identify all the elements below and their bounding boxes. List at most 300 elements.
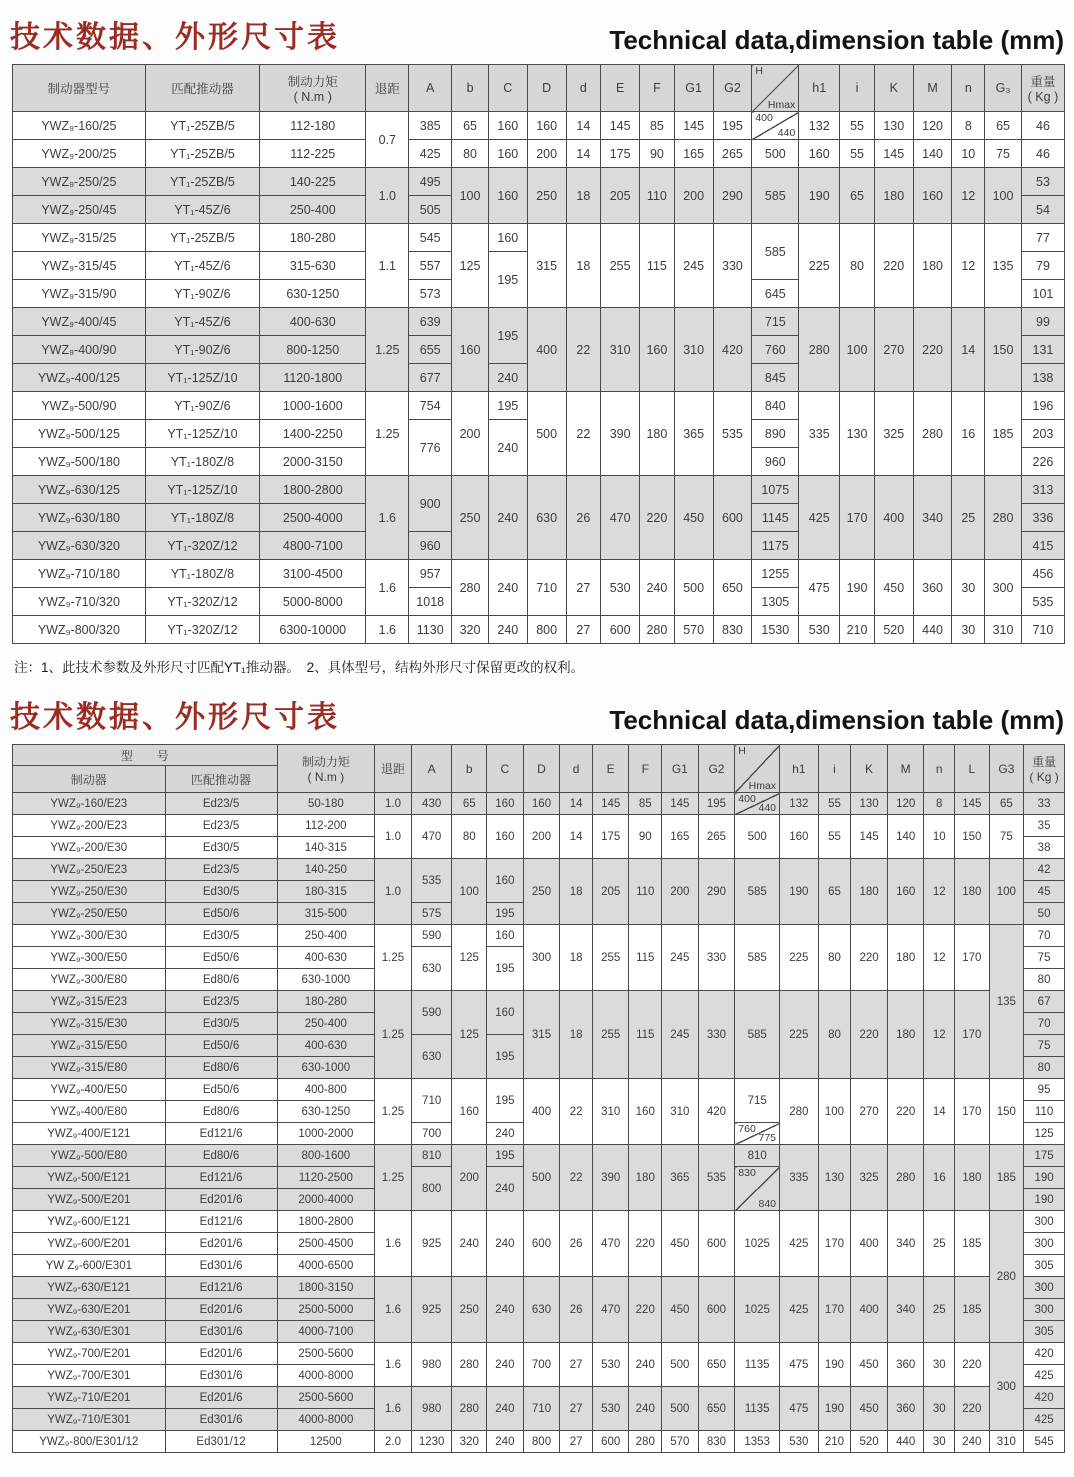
data-cell: 310 — [985, 616, 1022, 644]
data-cell: YWZ₉-400/45 — [13, 308, 146, 336]
data-cell: 25 — [952, 476, 985, 560]
data-cell: 305 — [1024, 1255, 1065, 1277]
data-cell: YWZ₉-400/125 — [13, 364, 146, 392]
data-cell: 290 — [713, 168, 752, 224]
data-cell: 140-250 — [277, 859, 375, 881]
data-cell: YWZ₉-250/E50 — [13, 903, 166, 925]
column-header: b — [452, 745, 487, 793]
data-cell: 600 — [601, 616, 640, 644]
data-cell: Ed121/6 — [165, 1277, 277, 1299]
data-cell: 130 — [851, 793, 888, 815]
data-cell: 185 — [985, 392, 1022, 476]
data-cell: 110 — [1024, 1101, 1065, 1123]
data-cell: 255 — [592, 925, 629, 991]
data-cell: 160 — [488, 140, 527, 168]
data-cell: 365 — [662, 1145, 699, 1211]
data-cell: 810 — [411, 1145, 452, 1167]
data-cell: Ed30/5 — [165, 925, 277, 947]
data-cell: 145 — [874, 140, 913, 168]
data-cell: 450 — [674, 476, 713, 560]
data-cell: 100 — [452, 168, 489, 224]
data-cell: YWZ₉-400/E50 — [13, 1079, 166, 1101]
data-cell: 165 — [674, 140, 713, 168]
data-cell: 305 — [1024, 1321, 1065, 1343]
column-header: F — [640, 65, 675, 112]
data-cell: 700 — [411, 1123, 452, 1145]
data-cell: 2000-4000 — [277, 1189, 375, 1211]
data-cell: Ed301/6 — [165, 1321, 277, 1343]
data-cell: 715 — [735, 1079, 780, 1123]
data-cell: 1075 — [752, 476, 799, 504]
data-cell: 210 — [818, 1431, 851, 1453]
data-cell: 145 — [851, 815, 888, 859]
data-cell: 54 — [1021, 196, 1064, 224]
data-cell: 500 — [752, 140, 799, 168]
data-cell: 2500-5000 — [277, 1299, 375, 1321]
data-cell: 300 — [1024, 1211, 1065, 1233]
data-cell: 18 — [566, 168, 601, 224]
data-cell: 185 — [955, 1277, 990, 1343]
data-cell: 70 — [1024, 925, 1065, 947]
data-cell: 330 — [698, 991, 735, 1079]
data-cell: 340 — [887, 1277, 924, 1343]
data-cell: YT₁-125Z/10 — [145, 364, 259, 392]
data-cell: YWZ₉-250/25 — [13, 168, 146, 196]
data-cell: 50-180 — [277, 793, 375, 815]
data-cell: 1000-1600 — [260, 392, 366, 420]
data-cell: 195 — [698, 793, 735, 815]
page-title-cn-2: 技术数据、外形尺寸表 — [10, 701, 340, 734]
data-cell: 18 — [560, 925, 593, 991]
data-cell: 240 — [640, 560, 675, 616]
column-header: 匹配推动器 — [165, 766, 277, 793]
data-cell: 535 — [411, 859, 452, 903]
data-cell: YWZ₉-200/E23 — [13, 815, 166, 837]
data-cell: 2000-3150 — [260, 448, 366, 476]
data-cell: 0.7 — [366, 112, 409, 168]
data-cell: Ed30/5 — [165, 837, 277, 859]
data-cell: 600 — [592, 1431, 629, 1453]
data-cell: 2500-4500 — [277, 1233, 375, 1255]
data-cell: 600 — [698, 1211, 735, 1277]
data-cell: 27 — [560, 1343, 593, 1387]
data-cell: 330 — [713, 224, 752, 308]
data-cell: 1.25 — [375, 991, 412, 1079]
diagonal-top-value: 760 — [738, 1123, 756, 1135]
data-cell: 100 — [985, 168, 1022, 224]
data-cell: 960 — [752, 448, 799, 476]
data-cell: 240 — [487, 1343, 524, 1387]
data-cell: 14 — [566, 140, 601, 168]
data-cell: YWZ₉-250/45 — [13, 196, 146, 224]
data-cell: 245 — [674, 224, 713, 308]
data-cell: 225 — [780, 925, 819, 991]
data-cell: 145 — [601, 112, 640, 140]
data-cell: 22 — [566, 392, 601, 476]
column-header: 制动器 — [13, 766, 166, 793]
data-cell: YT₁-25ZB/5 — [145, 168, 259, 196]
data-cell: 8 — [952, 112, 985, 140]
technical-data-table-ed — [12, 744, 1064, 1453]
data-cell: 270 — [851, 1079, 888, 1145]
data-cell: 475 — [799, 560, 840, 616]
data-cell: YT₁-125Z/10 — [145, 476, 259, 504]
data-cell: Ed23/5 — [165, 793, 277, 815]
data-cell: 800-1600 — [277, 1145, 375, 1167]
data-cell: 205 — [601, 168, 640, 224]
data-cell: 495 — [409, 168, 452, 196]
data-cell: 600 — [713, 476, 752, 560]
data-cell: 400-630 — [277, 947, 375, 969]
data-cell: 67 — [1024, 991, 1065, 1013]
data-cell: 500 — [735, 815, 780, 859]
data-cell: 420 — [1024, 1343, 1065, 1365]
data-cell: 200 — [674, 168, 713, 224]
data-cell: 557 — [409, 252, 452, 280]
diagonal-cell — [735, 1167, 780, 1211]
data-cell: Ed23/5 — [165, 815, 277, 837]
data-cell: 100 — [989, 859, 1024, 925]
data-cell: Ed80/6 — [165, 969, 277, 991]
data-cell: 55 — [818, 793, 851, 815]
data-cell: 175 — [1024, 1145, 1065, 1167]
data-cell: 360 — [887, 1387, 924, 1431]
data-cell: 160 — [452, 308, 489, 392]
data-cell: 1135 — [735, 1387, 780, 1431]
data-cell: 650 — [713, 560, 752, 616]
diagonal-top-value: H — [755, 65, 763, 77]
diagonal-top-value: 830 — [738, 1167, 756, 1179]
data-cell: 535 — [1021, 588, 1064, 616]
data-cell: 160 — [487, 859, 524, 903]
data-cell: 130 — [818, 1145, 851, 1211]
data-cell: 195 — [487, 1035, 524, 1079]
data-cell: 1353 — [735, 1431, 780, 1453]
data-cell: YT₁-320Z/12 — [145, 588, 259, 616]
diagonal-cell — [735, 745, 780, 793]
data-cell: 800 — [527, 616, 566, 644]
data-cell: 22 — [566, 308, 601, 392]
data-cell: 12500 — [277, 1431, 375, 1453]
data-cell: Ed301/6 — [165, 1409, 277, 1431]
data-cell: YWZ₉-500/E80 — [13, 1145, 166, 1167]
data-cell: 240 — [487, 1431, 524, 1453]
data-cell: 630 — [411, 947, 452, 991]
data-cell: 125 — [452, 224, 489, 308]
data-cell: Ed23/5 — [165, 991, 277, 1013]
data-cell: 12 — [924, 925, 955, 991]
data-cell: 845 — [752, 364, 799, 392]
data-cell: 250-400 — [277, 1013, 375, 1035]
data-cell: 240 — [955, 1431, 990, 1453]
data-cell: 26 — [566, 476, 601, 560]
data-cell: YWZ₉-500/125 — [13, 420, 146, 448]
data-cell: 160 — [523, 793, 560, 815]
data-cell: 195 — [487, 1079, 524, 1123]
data-cell: 570 — [662, 1431, 699, 1453]
data-cell: YWZ₉-300/E80 — [13, 969, 166, 991]
data-cell: 630 — [411, 1035, 452, 1079]
data-cell: 30 — [924, 1431, 955, 1453]
table-row — [13, 793, 1065, 815]
table-row — [13, 616, 1065, 644]
data-cell: 270 — [874, 308, 913, 392]
data-cell: 26 — [560, 1277, 593, 1343]
data-cell: 45 — [1024, 881, 1065, 903]
table-row — [13, 1145, 1065, 1167]
table-row — [13, 859, 1065, 881]
table-row — [13, 991, 1065, 1013]
data-cell: 677 — [409, 364, 452, 392]
data-cell: 185 — [955, 1211, 990, 1277]
data-cell: 957 — [409, 560, 452, 588]
data-cell: 630-1000 — [277, 1057, 375, 1079]
column-header: K — [874, 65, 913, 112]
data-cell: 1145 — [752, 504, 799, 532]
data-cell: 14 — [566, 112, 601, 140]
data-cell: YT₁-25ZB/5 — [145, 112, 259, 140]
data-cell: Ed50/6 — [165, 1035, 277, 1057]
data-cell: 210 — [840, 616, 875, 644]
diagonal-cell — [735, 1123, 780, 1145]
data-cell: 160 — [780, 815, 819, 859]
data-cell: YWZ₉-710/320 — [13, 588, 146, 616]
data-cell: 8 — [924, 793, 955, 815]
data-cell: 18 — [566, 224, 601, 308]
data-cell: 120 — [913, 112, 952, 140]
column-header: K — [851, 745, 888, 793]
data-cell: YWZ₉-315/45 — [13, 252, 146, 280]
column-header: C — [488, 65, 527, 112]
data-cell: 30 — [924, 1343, 955, 1387]
data-cell: 160 — [527, 112, 566, 140]
data-cell: 115 — [640, 224, 675, 308]
data-cell: 530 — [799, 616, 840, 644]
data-cell: YW Z₉-600/E301 — [13, 1255, 166, 1277]
data-cell: Ed121/6 — [165, 1211, 277, 1233]
header-row — [13, 65, 1065, 112]
data-cell: 280 — [452, 1343, 487, 1387]
data-cell: Ed201/6 — [165, 1299, 277, 1321]
data-cell: 195 — [487, 947, 524, 991]
data-cell: 500 — [674, 560, 713, 616]
data-cell: 160 — [487, 815, 524, 859]
data-cell: 425 — [799, 476, 840, 560]
data-cell: 320 — [452, 616, 489, 644]
data-cell: 980 — [411, 1343, 452, 1387]
data-table — [12, 744, 1065, 1453]
data-cell: 315-500 — [277, 903, 375, 925]
data-cell: 470 — [411, 815, 452, 859]
data-cell: 130 — [874, 112, 913, 140]
data-cell: YWZ₉-600/E121 — [13, 1211, 166, 1233]
data-cell: 180 — [913, 224, 952, 308]
data-cell: YWZ₉-630/E201 — [13, 1299, 166, 1321]
data-cell: 1530 — [752, 616, 799, 644]
data-cell: 220 — [874, 224, 913, 308]
data-cell: 240 — [487, 1277, 524, 1343]
data-cell: 315 — [523, 991, 560, 1079]
data-cell: YWZ₉-500/180 — [13, 448, 146, 476]
data-cell: YWZ₉-630/180 — [13, 504, 146, 532]
data-cell: 25 — [924, 1211, 955, 1277]
data-cell: YWZ₉-250/E23 — [13, 859, 166, 881]
data-cell: 170 — [955, 925, 990, 991]
data-cell: 180-315 — [277, 881, 375, 903]
data-cell: 2500-4000 — [260, 504, 366, 532]
column-header: L — [955, 745, 990, 793]
data-cell: 335 — [780, 1145, 819, 1211]
data-cell: 18 — [560, 991, 593, 1079]
data-cell: 310 — [662, 1079, 699, 1145]
data-cell: 5000-8000 — [260, 588, 366, 616]
data-cell: 110 — [629, 859, 662, 925]
data-cell: 170 — [840, 476, 875, 560]
data-cell: YT₁-25ZB/5 — [145, 224, 259, 252]
data-cell: 630 — [523, 1277, 560, 1343]
data-cell: 505 — [409, 196, 452, 224]
data-cell: 14 — [560, 815, 593, 859]
data-cell: 400 — [523, 1079, 560, 1145]
data-cell: YWZ₉-315/25 — [13, 224, 146, 252]
data-cell: 530 — [592, 1343, 629, 1387]
data-cell: YWZ₉-630/320 — [13, 532, 146, 560]
data-cell: 255 — [601, 224, 640, 308]
data-cell: 80 — [1024, 969, 1065, 991]
data-cell: 700 — [523, 1343, 560, 1387]
data-cell: 12 — [924, 991, 955, 1079]
diagonal-bottom-value: 840 — [758, 1198, 777, 1210]
data-cell: 545 — [1024, 1431, 1065, 1453]
data-cell: 195 — [488, 252, 527, 308]
data-cell: 280 — [640, 616, 675, 644]
data-cell: 100 — [818, 1079, 851, 1145]
column-header: d — [566, 65, 601, 112]
data-cell: 500 — [662, 1387, 699, 1431]
data-cell: 475 — [780, 1343, 819, 1387]
data-cell: 300 — [1024, 1233, 1065, 1255]
data-cell: 265 — [698, 815, 735, 859]
column-header: G1 — [662, 745, 699, 793]
data-cell: 50 — [1024, 903, 1065, 925]
diagonal-bottom-value: 775 — [758, 1132, 777, 1144]
data-cell: 95 — [1024, 1079, 1065, 1101]
data-cell: 280 — [989, 1211, 1024, 1343]
data-cell: 180 — [955, 1145, 990, 1211]
data-cell: 240 — [487, 1167, 524, 1211]
data-cell: 55 — [840, 140, 875, 168]
column-header: 制动器型号 — [13, 65, 146, 112]
data-cell: 585 — [752, 168, 799, 224]
data-cell: 420 — [713, 308, 752, 392]
data-cell: 140 — [887, 815, 924, 859]
data-cell: 190 — [1024, 1189, 1065, 1211]
data-cell: 585 — [735, 991, 780, 1079]
data-cell: 35 — [1024, 815, 1065, 837]
data-cell: 80 — [840, 224, 875, 308]
data-cell: 4000-8000 — [277, 1409, 375, 1431]
data-cell: 190 — [780, 859, 819, 925]
data-cell: 160 — [487, 793, 524, 815]
data-cell: 160 — [487, 925, 524, 947]
data-cell: 600 — [523, 1211, 560, 1277]
data-cell: 470 — [592, 1211, 629, 1277]
column-header: 制动力矩 ( N.m ) — [260, 65, 366, 112]
data-cell: 190 — [818, 1343, 851, 1387]
data-cell: 290 — [698, 859, 735, 925]
data-cell: 240 — [487, 1387, 524, 1431]
data-cell: YT₁-320Z/12 — [145, 532, 259, 560]
data-cell: 100 — [840, 308, 875, 392]
data-cell: 115 — [629, 925, 662, 991]
data-cell: 420 — [698, 1079, 735, 1145]
table-row — [13, 1343, 1065, 1365]
column-header: 匹配推动器 — [145, 65, 259, 112]
data-cell: 585 — [735, 925, 780, 991]
data-cell: 131 — [1021, 336, 1064, 364]
data-cell: 225 — [799, 224, 840, 308]
data-cell: 520 — [851, 1431, 888, 1453]
data-cell: 280 — [985, 476, 1022, 560]
data-cell: 585 — [752, 224, 799, 280]
data-cell: 180 — [629, 1145, 662, 1211]
data-cell: 4000-7100 — [277, 1321, 375, 1343]
column-header: 重量 ( Kg ) — [1024, 745, 1065, 793]
data-cell: 112-200 — [277, 815, 375, 837]
data-cell: 226 — [1021, 448, 1064, 476]
data-cell: 170 — [818, 1211, 851, 1277]
data-cell: 425 — [1024, 1365, 1065, 1387]
data-cell: 220 — [955, 1387, 990, 1431]
data-cell: 1.25 — [366, 308, 409, 392]
data-cell: 1.6 — [366, 616, 409, 644]
data-cell: 250 — [523, 859, 560, 925]
table-row — [13, 1387, 1065, 1409]
table-row — [13, 560, 1065, 588]
title-row-2 — [10, 692, 1064, 736]
data-cell: 110 — [640, 168, 675, 224]
data-cell: Ed121/6 — [165, 1123, 277, 1145]
data-cell: YT₁-125Z/10 — [145, 420, 259, 448]
data-cell: 112-180 — [260, 112, 366, 140]
data-cell: 360 — [913, 560, 952, 616]
column-header: M — [913, 65, 952, 112]
data-cell: 280 — [799, 308, 840, 392]
data-cell: 65 — [985, 112, 1022, 140]
data-cell: 1400-2250 — [260, 420, 366, 448]
data-cell: YT₁-90Z/6 — [145, 280, 259, 308]
diagonal-top-value: H — [738, 745, 746, 757]
table-row — [13, 392, 1065, 420]
data-cell: Ed30/5 — [165, 881, 277, 903]
data-cell: 140 — [913, 140, 952, 168]
data-cell: 1.6 — [366, 476, 409, 560]
data-cell: 450 — [851, 1343, 888, 1387]
data-cell: 575 — [411, 903, 452, 925]
diagonal-bottom-value: Hmax — [748, 780, 777, 792]
data-cell: 3100-4500 — [260, 560, 366, 588]
data-cell: 240 — [452, 1211, 487, 1277]
data-cell: 250 — [452, 1277, 487, 1343]
data-cell: 190 — [1024, 1167, 1065, 1189]
table-row — [13, 1079, 1065, 1101]
data-cell: 300 — [523, 925, 560, 991]
data-cell: 160 — [887, 859, 924, 925]
data-cell: 400 — [527, 308, 566, 392]
data-cell: 80 — [818, 991, 851, 1079]
data-cell: 14 — [924, 1079, 955, 1145]
data-cell: 16 — [952, 392, 985, 476]
